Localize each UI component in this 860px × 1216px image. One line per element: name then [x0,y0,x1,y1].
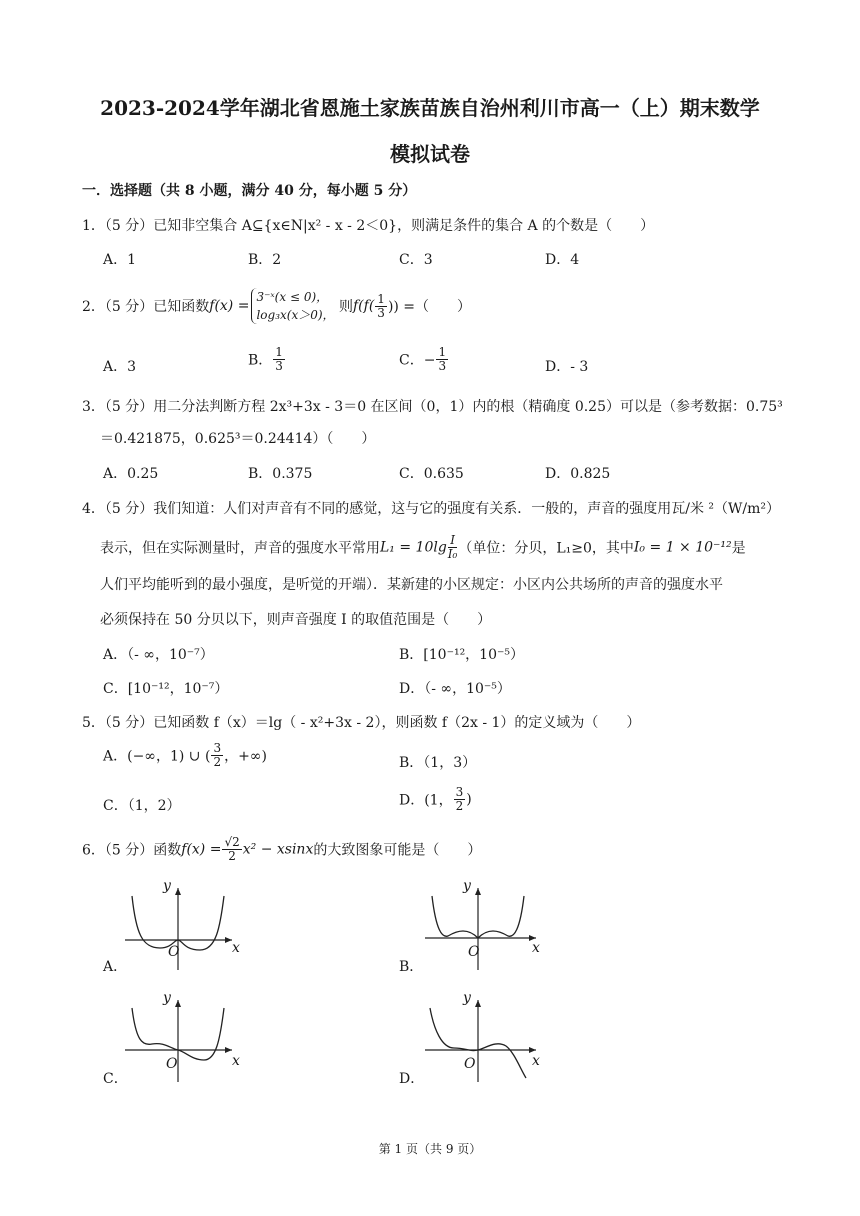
fraction-denominator: 3 [377,305,385,320]
fraction-numerator: 1 [438,345,447,359]
question-4-option-b: B．[10⁻¹²，10⁻⁵） [399,647,524,663]
graph-d-x-label: x [532,1053,540,1069]
question-2-option-c-fraction [436,346,448,373]
graph-b-y-label: y [463,878,471,894]
question-4-option-a: A．（- ∞，10⁻⁷） [103,647,214,663]
fraction-numerator: I [448,534,458,548]
question-4-line1: 4．（5 分）我们知道：人们对声音有不同的感觉，这与它的强度有关系．一般的，声音的强度用瓦/米 ²（W/m²） [82,501,781,517]
question-2-case1: 3⁻ˣ(x ≤ 0)， [256,290,329,304]
graph-c-origin: O [166,1056,178,1072]
question-2-fraction [375,293,387,320]
question-2-option-d: D．- 3 [545,359,589,375]
question-4-option-c: C．[10⁻¹²，10⁻⁷） [103,681,229,697]
graph-d-y-label: y [463,990,471,1006]
question-6-option-c: C． [103,1071,128,1087]
question-2-piecewise [251,288,334,324]
page-title-line2: 模拟试卷 [390,142,470,166]
option-label: C．− [399,352,436,369]
question-1-option-b: B．2 [248,252,282,268]
question-2-fx: f(x) = [209,298,250,314]
option-a-pre: A．(−∞，1) ∪ ( [103,748,211,765]
question-6-fx: f(x) = [181,841,222,858]
page-title: 2023-2024学年湖北省恩施土家族苗族自治州利川市高一（上）期末数学 [100,96,760,120]
question-4-formula: L₁ = 10lg [380,539,447,556]
question-5-option-b: B．（1，3） [399,755,477,771]
question-2-text [82,288,471,324]
question-2-ff: f(f( [353,298,375,314]
question-3-line1: 3．（5 分）用二分法判断方程 2x³+3x - 3＝0 在区间（0，1）内的根（精确度 0.25）可以是（参考数据：0.75³ [82,399,783,415]
question-4-line2 [100,534,746,561]
question-6-rest: x² − xsinx [242,841,314,858]
question-3-option-c: C．0.635 [399,466,464,482]
graph-d [420,990,550,1085]
question-3-option-b: B．0.375 [248,466,313,482]
question-1-option-c: C．3 [399,252,433,268]
graph-b-origin: O [468,944,480,960]
question-4-line2b: （单位：分贝，L₁≥0，其中 [458,540,634,557]
fraction-denominator: 2 [213,755,222,769]
fraction-denominator: 2 [228,849,236,863]
question-5-text: 5．（5 分）已知函数 f（x）＝lg（ - x²+3x - 2），则函数 f（2x - 1）的定义域为（ ） [82,715,641,731]
fraction-numerator: 3 [213,741,222,755]
question-2-prefix: 2．（5 分）已知函数 [82,299,210,315]
question-3-line2: ＝0.421875，0.625³＝0.24414）（ ） [100,431,376,447]
section-heading: 一．选择题（共 8 小题，满分 40 分，每小题 5 分） [82,183,417,199]
fraction-numerator: 3 [455,785,464,799]
graph-a-x-label: x [232,940,240,956]
question-5-option-d-fraction [454,786,466,813]
fraction-denominator: 3 [275,359,283,373]
question-1-option-d: D．4 [545,252,580,268]
question-6-text [82,836,481,863]
question-4-line3: 人们平均能听到的最小强度，是听觉的开端）．某新建的小区规定：小区内公共场所的声音的强度水平 [100,577,723,593]
question-2-mid: 则 [339,299,353,315]
graph-b-x-label: x [532,940,540,956]
graph-c [120,990,250,1085]
question-2-option-a: A．3 [103,359,137,375]
question-2-case2: log₃x(x＞0)， [256,308,335,322]
question-2-option-b [248,346,286,373]
fraction-numerator: √2 [224,835,240,849]
graph-d-origin: O [464,1056,476,1072]
option-label: B． [248,352,273,369]
question-2-option-b-fraction [273,346,285,373]
question-6-fraction [222,836,241,863]
question-5-option-d [399,786,472,813]
graph-a [120,878,250,973]
question-4-line4: 必须保持在 50 分贝以下，则声音强度 I 的取值范围是（ ） [100,612,492,628]
graph-a-y-label: y [163,878,171,894]
page-footer: 第 1 页（共 9 页） [378,1142,482,1156]
graph-c-y-label: y [163,990,171,1006]
question-4-line2a: 表示，但在实际测量时，声音的强度水平常用 [100,540,380,557]
option-a-post: ，+∞) [224,748,267,765]
question-2-option-c [399,346,449,373]
question-4-fraction [448,534,458,561]
question-2-ff-end: )) =（ ） [387,299,472,315]
question-6-option-b: B． [399,959,424,975]
fraction-denominator: 2 [455,799,464,813]
question-5-option-a [103,742,267,769]
fraction-denominator: 3 [438,359,447,373]
question-4-line2c: 是 [731,540,746,557]
question-4-formula2: I₀ = 1 × 10⁻¹² [633,539,732,556]
graph-c-x-label: x [232,1053,240,1069]
question-3-option-a: A．0.25 [103,466,159,482]
question-6-suffix: 的大致图象可能是（ ） [313,842,482,859]
question-5-option-a-fraction [211,742,223,769]
question-6-option-d: D． [399,1071,425,1087]
question-5-option-c: C．（1，2） [103,798,181,814]
option-d-pre: D．(1， [399,792,453,809]
question-3-option-d: D．0.825 [545,466,611,482]
question-1-text: 1．（5 分）已知非空集合 A⊆{x∈N|x² - x - 2＜0}，则满足条件的集合 A 的个数是（ ） [82,218,655,234]
fraction-numerator: 1 [377,291,385,306]
graph-b [420,878,550,973]
graph-a-origin: O [168,944,180,960]
fraction-numerator: 1 [275,345,283,359]
question-4-option-d: D．（- ∞，10⁻⁵） [399,681,511,697]
question-6-option-a: A． [103,959,128,975]
fraction-denominator: I₀ [447,547,458,561]
question-6-prefix: 6．（5 分）函数 [82,842,182,859]
question-1-option-a: A．1 [103,252,137,268]
option-d-post: ) [466,791,472,808]
